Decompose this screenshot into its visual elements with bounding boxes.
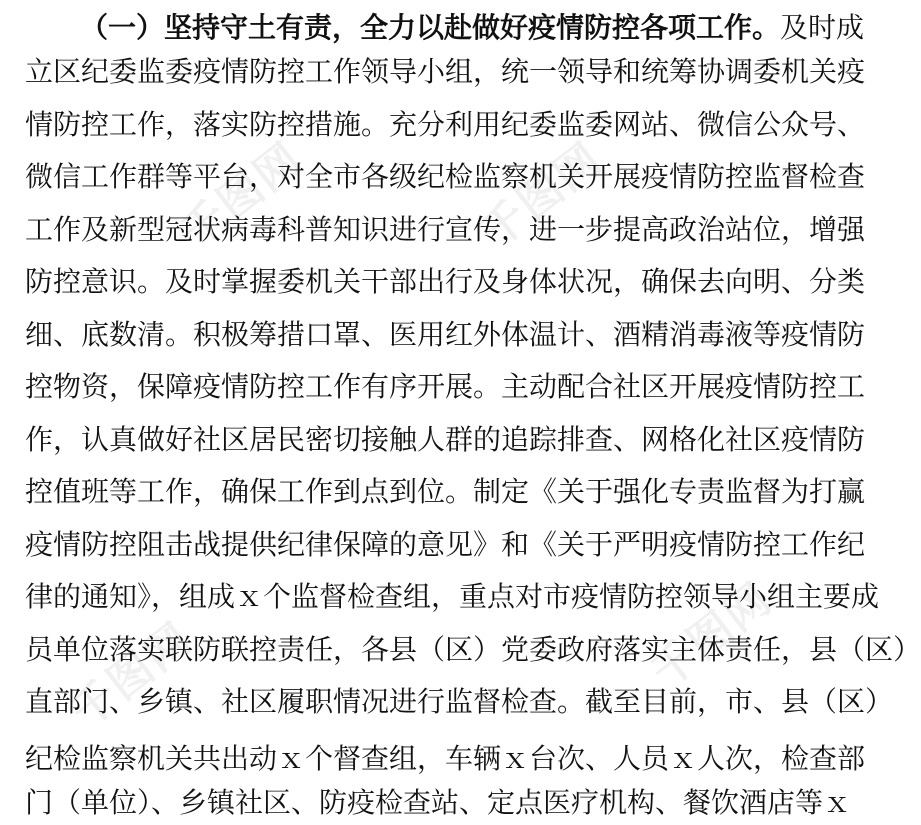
text-line: 立区纪委监委疫情防控工作领导小组，统一领导和统筹协调委机关疫 <box>25 55 866 88</box>
text-line: 律的通知》，组成ｘ个监督检查组，重点对市疫情防控领导小组主要成 <box>25 580 880 613</box>
watermark: 千图网 <box>641 572 782 699</box>
text-line: 疫情防控阻击战提供纪律保障的意见》和《关于严明疫情防控工作纪 <box>25 528 866 561</box>
text-line: 门（单位）、乡镇社区、防疫检查站、定点医疗机构、餐饮酒店等ｘ <box>25 786 852 819</box>
text-line: 细、底数清。积极筹措口罩、医用红外体温计、酒精消毒液等疫情防 <box>25 318 866 351</box>
text-line: 作，认真做好社区居民密切接触人群的追踪排查、网格化社区疫情防 <box>25 423 866 456</box>
text-line: 控值班等工作，确保工作到点到位。制定《关于强化专责监督为打赢 <box>25 475 866 508</box>
watermark: 千图网 <box>61 612 202 739</box>
section-heading: （一）坚持守土有责，全力以赴做好疫情防控各项工作。 <box>80 11 781 44</box>
paragraph-1-line-1 <box>0 6 865 50</box>
text-segment: 及时成 <box>780 11 865 44</box>
text-line: 防控意识。及时掌握委机关干部出行及身体状况，确保去向明、分类 <box>25 265 866 298</box>
text-line: 微信工作群等平台，对全市各级纪检监察机关开展疫情防控监督检查 <box>25 160 866 193</box>
text-line: 控物资，保障疫情防控工作有序开展。主动配合社区开展疫情防控工 <box>25 370 866 403</box>
text-line: 员单位落实联防联控责任，各县（区）党委政府落实主体责任，县（区） <box>25 633 921 666</box>
watermark: 千图网 <box>171 132 312 259</box>
text-line: 工作及新型冠状病毒科普知识进行宣传，进一步提高政治站位，增强 <box>25 213 866 246</box>
text-line: 情防控工作，落实防控措施。充分利用纪委监委网站、微信公众号、 <box>25 108 866 141</box>
text-line: 直部门、乡镇、社区履职情况进行监督检查。截至目前，市、县（区） <box>25 685 894 718</box>
watermark: 千图网 <box>471 132 612 259</box>
text-line: 纪检监察机关共出动ｘ个督查组，车辆ｘ台次、人员ｘ人次，检查部 <box>25 742 866 775</box>
